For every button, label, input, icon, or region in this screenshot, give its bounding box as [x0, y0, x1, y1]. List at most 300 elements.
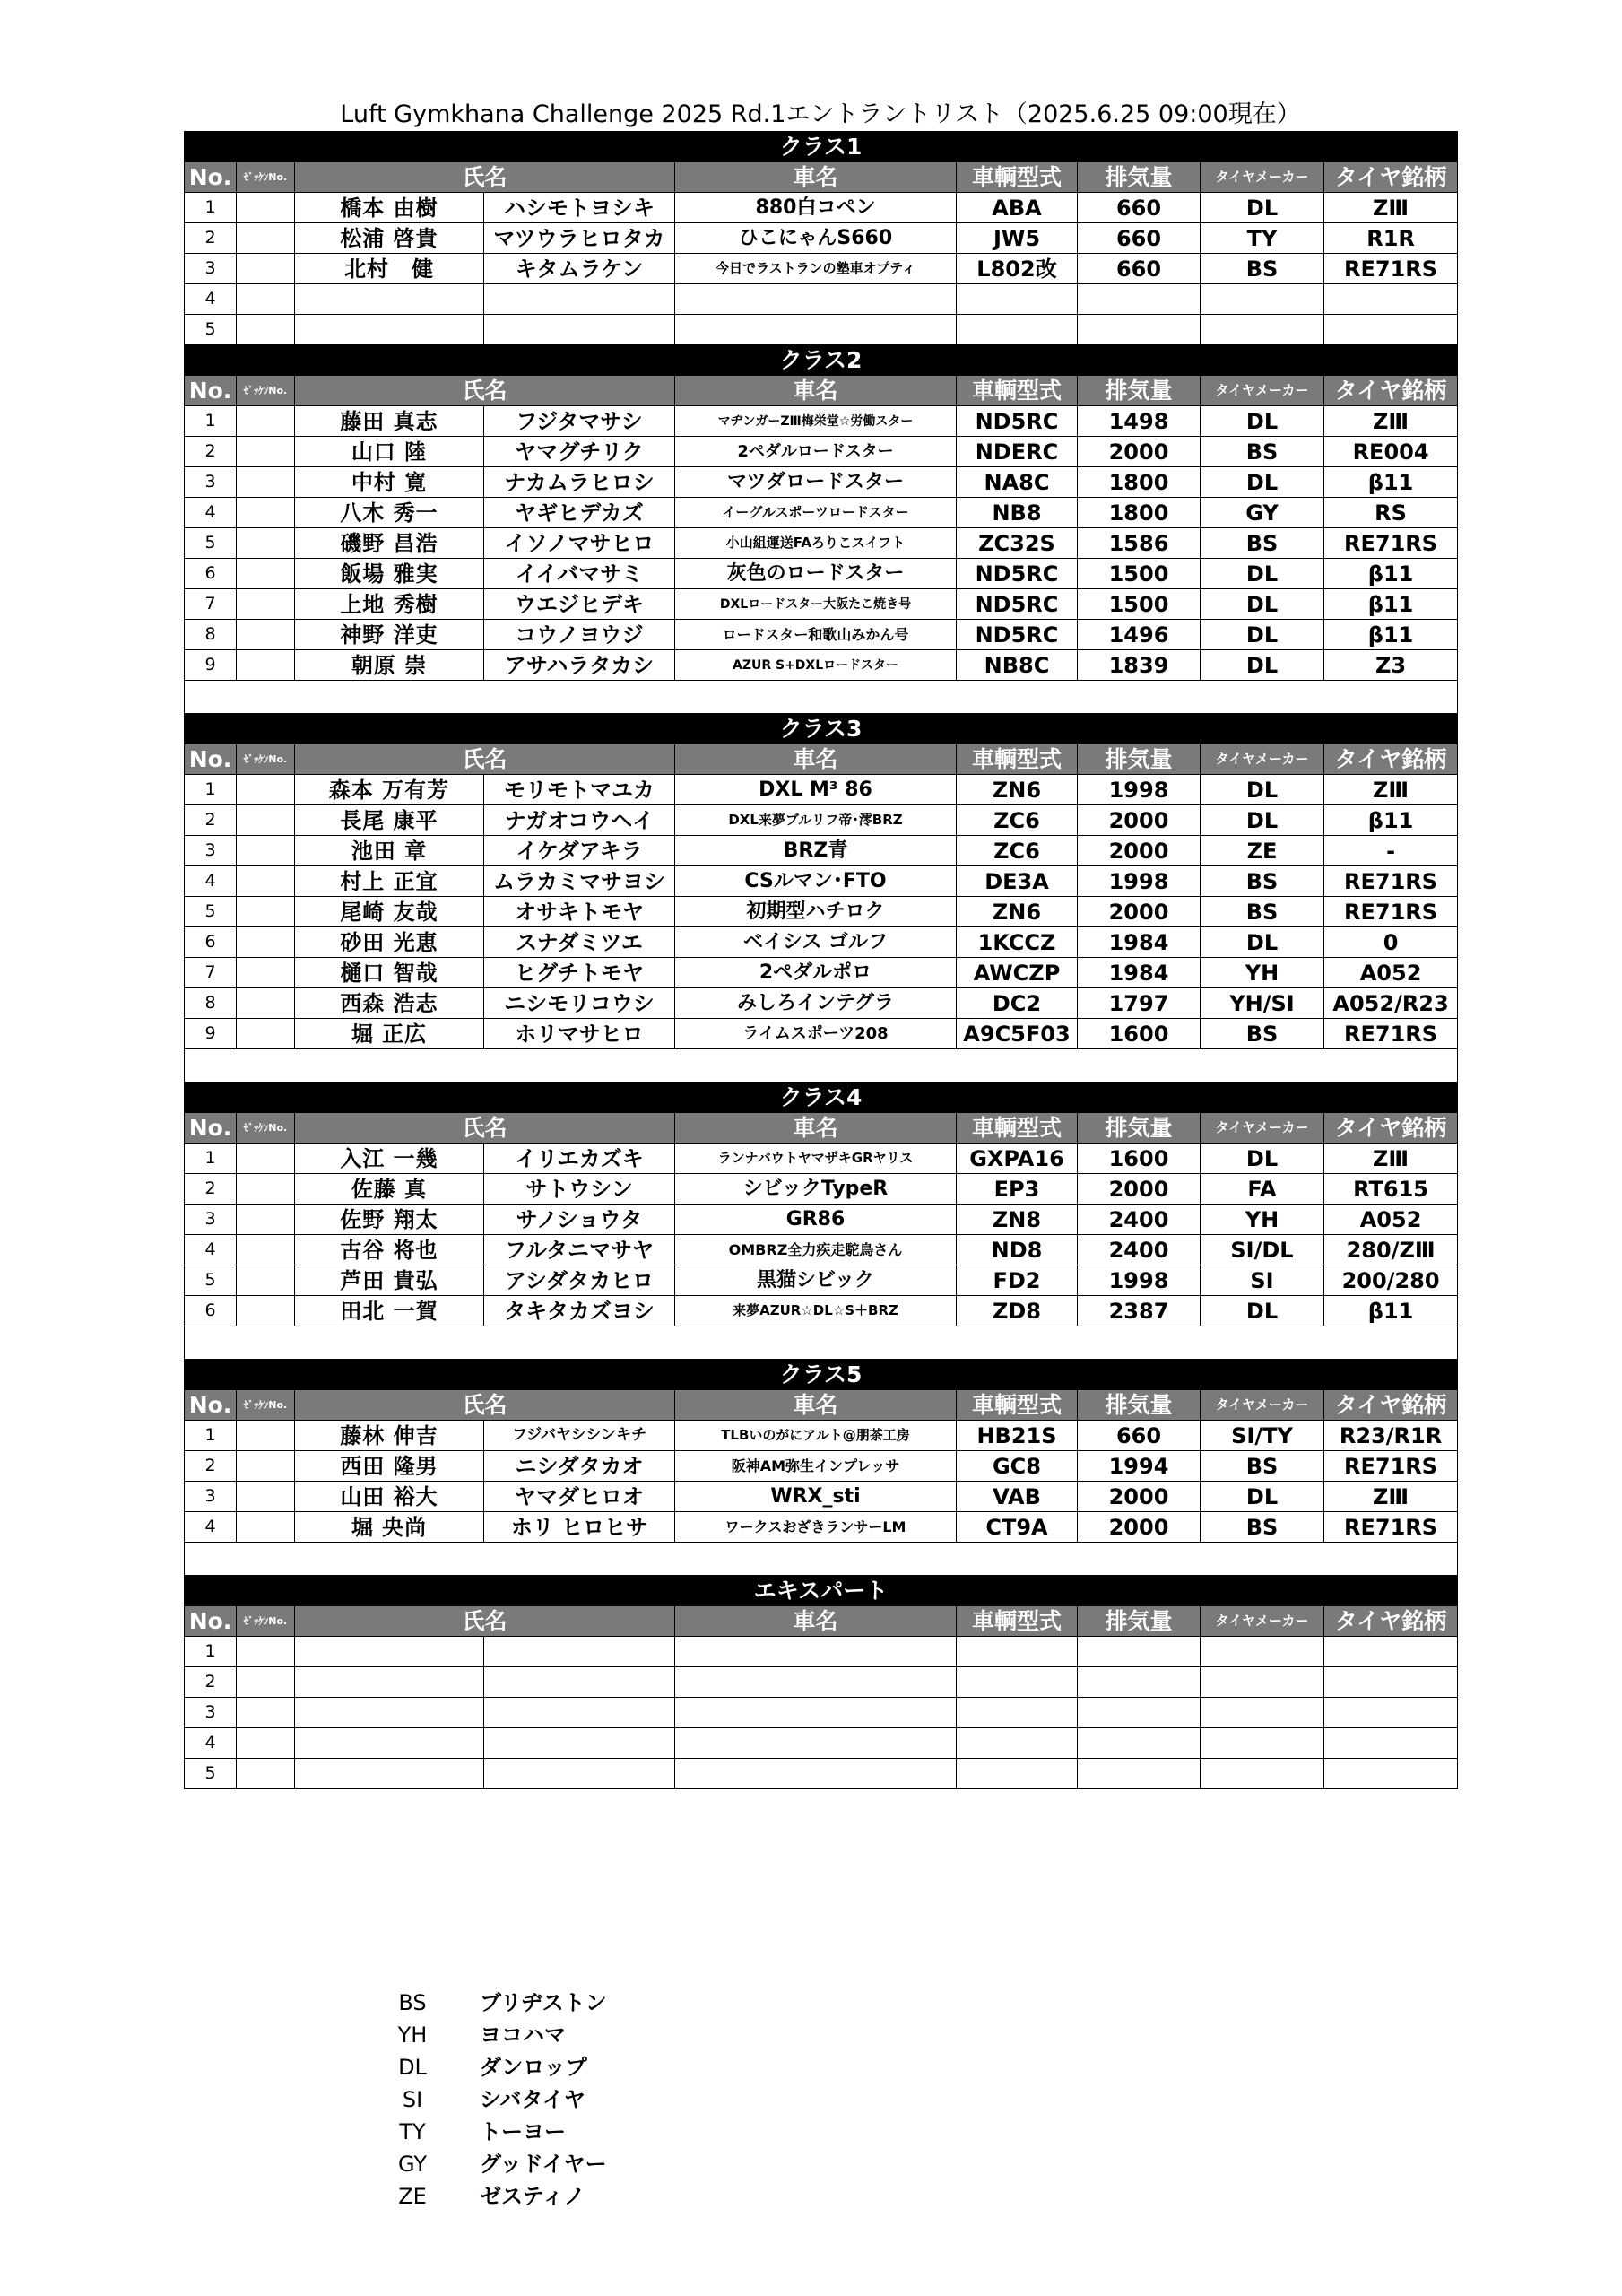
col-header-bib: ｾﾞｯｹﾝNo.: [237, 1606, 295, 1637]
legend-row: [354, 2116, 607, 2148]
entry-model: A9C5F03: [957, 1019, 1078, 1049]
col-header-bib: ｾﾞｯｹﾝNo.: [237, 744, 295, 775]
col-header-car: 車名: [675, 744, 957, 775]
entry-car: マヂンガーZⅢ梅栄堂☆労働スター: [675, 406, 957, 437]
class-title: クラス4: [185, 1083, 1458, 1113]
entry-tire-maker: DL: [1201, 1296, 1324, 1326]
legend-row: [354, 2148, 607, 2180]
col-header-tire-maker: タイヤメーカー: [1201, 1390, 1324, 1421]
legend-row: [354, 2083, 607, 2116]
entry-bib: [237, 1637, 295, 1667]
entry-tire-maker: DL: [1201, 193, 1324, 223]
entry-displacement: [1078, 284, 1201, 315]
entry-name: 西森 浩志: [295, 988, 484, 1019]
col-header-name: 氏名: [295, 162, 675, 193]
entry-name: 藤林 伸吉: [295, 1421, 484, 1451]
entry-tire-maker: DL: [1201, 1482, 1324, 1512]
entry-model: AWCZP: [957, 958, 1078, 988]
col-header-bib: ｾﾞｯｹﾝNo.: [237, 376, 295, 406]
entry-name: 磯野 昌浩: [295, 528, 484, 559]
entry-tire-maker: DL: [1201, 1144, 1324, 1174]
entry-tire-maker: DL: [1201, 775, 1324, 805]
entry-kana: アシダタカヒロ: [484, 1265, 675, 1296]
entry-bib: [237, 1512, 295, 1543]
entry-displacement: 2000: [1078, 836, 1201, 866]
entry-tire-maker: YH: [1201, 958, 1324, 988]
entry-no: 1: [185, 775, 237, 805]
entry-model: ND5RC: [957, 559, 1078, 589]
entry-tire-brand: R23/R1R: [1324, 1421, 1458, 1451]
entry-name: 橋本 由樹: [295, 193, 484, 223]
entry-bib: [237, 988, 295, 1019]
entry-tire-maker: FA: [1201, 1174, 1324, 1205]
spacer-cell: [185, 681, 1458, 714]
entry-displacement: [1078, 1728, 1201, 1759]
entry-bib: [237, 1728, 295, 1759]
entry-row: [185, 1019, 1458, 1049]
entry-car: GR86: [675, 1205, 957, 1235]
entry-no: 5: [185, 1265, 237, 1296]
entry-tire-brand: A052: [1324, 958, 1458, 988]
entry-kana: ヤマグチリク: [484, 437, 675, 467]
entry-bib: [237, 897, 295, 927]
entry-tire-maker: [1201, 315, 1324, 345]
entry-model: ZC6: [957, 836, 1078, 866]
entry-bib: [237, 284, 295, 315]
entry-kana: マツウラヒロタカ: [484, 223, 675, 254]
entry-model: ZN6: [957, 897, 1078, 927]
entry-kana: [484, 1728, 675, 1759]
entry-kana: オサキトモヤ: [484, 897, 675, 927]
entry-tire-brand: A052: [1324, 1205, 1458, 1235]
entry-row: [185, 1421, 1458, 1451]
entry-no: 3: [185, 1698, 237, 1728]
entry-no: 3: [185, 1482, 237, 1512]
entry-tire-maker: BS: [1201, 897, 1324, 927]
entry-model: CT9A: [957, 1512, 1078, 1543]
entry-model: ABA: [957, 193, 1078, 223]
entry-no: 2: [185, 1174, 237, 1205]
entry-car: CSルマン･FTO: [675, 866, 957, 897]
entry-sheet: [184, 131, 1457, 1789]
column-header-row: [185, 1390, 1458, 1421]
entry-tire-brand: ZⅢ: [1324, 406, 1458, 437]
entry-kana: フジバヤシシンキチ: [484, 1421, 675, 1451]
entry-no: 6: [185, 559, 237, 589]
entry-model: ND5RC: [957, 620, 1078, 650]
entry-tire-brand: RE71RS: [1324, 254, 1458, 284]
entry-displacement: [1078, 315, 1201, 345]
entry-displacement: 660: [1078, 1421, 1201, 1451]
entry-car: 初期型ハチロク: [675, 897, 957, 927]
entry-model: NB8: [957, 498, 1078, 528]
entry-displacement: [1078, 1759, 1201, 1789]
entry-car: DXLロードスター大阪たこ焼き号: [675, 589, 957, 620]
entry-model: [957, 1728, 1078, 1759]
legend-row: [354, 2019, 607, 2051]
entry-no: 1: [185, 406, 237, 437]
col-header-tire-maker: タイヤメーカー: [1201, 162, 1324, 193]
entry-row: [185, 193, 1458, 223]
entry-bib: [237, 650, 295, 681]
legend-code: GY: [397, 2152, 428, 2177]
entry-row: [185, 1667, 1458, 1698]
entry-displacement: 1586: [1078, 528, 1201, 559]
entry-table: [184, 131, 1458, 1789]
entry-bib: [237, 589, 295, 620]
entry-model: L802改: [957, 254, 1078, 284]
col-header-model: 車輌型式: [957, 1390, 1078, 1421]
entry-displacement: 1800: [1078, 498, 1201, 528]
entry-model: GC8: [957, 1451, 1078, 1482]
entry-kana: [484, 284, 675, 315]
entry-name: 神野 洋吏: [295, 620, 484, 650]
entry-name: 尾崎 友哉: [295, 897, 484, 927]
entry-kana: イリエカズキ: [484, 1144, 675, 1174]
entry-row: [185, 927, 1458, 958]
entry-kana: [484, 1759, 675, 1789]
class-title-row: [185, 1083, 1458, 1113]
entry-row: [185, 620, 1458, 650]
entry-model: [957, 315, 1078, 345]
entry-model: EP3: [957, 1174, 1078, 1205]
entry-car: AZUR S+DXLロードスター: [675, 650, 957, 681]
class-title-row: [185, 345, 1458, 376]
col-header-tire-maker: タイヤメーカー: [1201, 376, 1324, 406]
entry-model: DC2: [957, 988, 1078, 1019]
entry-name: 森本 万有芳: [295, 775, 484, 805]
column-header-row: [185, 376, 1458, 406]
entry-model: ZN8: [957, 1205, 1078, 1235]
entry-car: DXL M³ 86: [675, 775, 957, 805]
entry-bib: [237, 498, 295, 528]
col-header-car: 車名: [675, 1606, 957, 1637]
entry-kana: キタムラケン: [484, 254, 675, 284]
entry-row: [185, 254, 1458, 284]
entry-car: WRX_sti: [675, 1482, 957, 1512]
entry-model: 1KCCZ: [957, 927, 1078, 958]
entry-tire-maker: DL: [1201, 927, 1324, 958]
entry-model: ND8: [957, 1235, 1078, 1265]
entry-car: OMBRZ全力疾走駝鳥さん: [675, 1235, 957, 1265]
entry-displacement: 1600: [1078, 1144, 1201, 1174]
legend-maker-name: グッドイヤー: [480, 2152, 607, 2177]
entry-tire-brand: ZⅢ: [1324, 193, 1458, 223]
entry-car: TLBいのがにアルト@朋茶工房: [675, 1421, 957, 1451]
entry-name: 田北 一賀: [295, 1296, 484, 1326]
col-header-model: 車輌型式: [957, 744, 1078, 775]
entry-row: [185, 866, 1458, 897]
entry-no: 2: [185, 1451, 237, 1482]
entry-kana: スナダミツエ: [484, 927, 675, 958]
entry-no: 3: [185, 254, 237, 284]
entry-tire-brand: β11: [1324, 805, 1458, 836]
entry-displacement: 2000: [1078, 897, 1201, 927]
legend-maker-name: ヨコハマ: [480, 2022, 566, 2048]
entry-kana: イイバマサミ: [484, 559, 675, 589]
entry-kana: [484, 315, 675, 345]
entry-model: FD2: [957, 1265, 1078, 1296]
entry-row: [185, 437, 1458, 467]
entry-displacement: 2387: [1078, 1296, 1201, 1326]
class-title-row: [185, 1360, 1458, 1390]
entry-kana: イソノマサヒロ: [484, 528, 675, 559]
entry-kana: ハシモトヨシキ: [484, 193, 675, 223]
entry-bib: [237, 1144, 295, 1174]
col-header-tire-brand: タイヤ銘柄: [1324, 376, 1458, 406]
entry-car: ロードスター和歌山みかん号: [675, 620, 957, 650]
entry-row: [185, 897, 1458, 927]
entry-car: 2ペダルポロ: [675, 958, 957, 988]
entry-tire-maker: [1201, 1759, 1324, 1789]
entry-name: 北村 健: [295, 254, 484, 284]
entry-bib: [237, 1296, 295, 1326]
entry-car: BRZ青: [675, 836, 957, 866]
page-title: Luft Gymkhana Challenge 2025 Rd.1エントラントリスト（2025.6.25 09:00現在）: [340, 100, 1301, 128]
entry-row: [185, 1451, 1458, 1482]
col-header-tire-brand: タイヤ銘柄: [1324, 744, 1458, 775]
legend-maker-name: ダンロップ: [480, 2055, 587, 2080]
entry-model: ZN6: [957, 775, 1078, 805]
class-title: クラス1: [185, 132, 1458, 162]
entry-tire-maker: DL: [1201, 805, 1324, 836]
entry-no: 2: [185, 437, 237, 467]
entry-name: [295, 315, 484, 345]
entry-car: [675, 1728, 957, 1759]
col-header-no: No.: [185, 744, 237, 775]
entry-model: ZC6: [957, 805, 1078, 836]
entry-tire-brand: [1324, 284, 1458, 315]
entry-row: [185, 559, 1458, 589]
entry-tire-brand: RE71RS: [1324, 1019, 1458, 1049]
legend-row: [354, 2051, 607, 2083]
entry-tire-brand: β11: [1324, 620, 1458, 650]
col-header-bib: ｾﾞｯｹﾝNo.: [237, 1113, 295, 1144]
entry-displacement: 2000: [1078, 1512, 1201, 1543]
entry-kana: サノショウタ: [484, 1205, 675, 1235]
entry-tire-maker: BS: [1201, 866, 1324, 897]
entry-car: 小山組運送FAろりこスイフト: [675, 528, 957, 559]
entry-kana: モリモトマユカ: [484, 775, 675, 805]
entry-no: 2: [185, 1667, 237, 1698]
entry-tire-brand: RS: [1324, 498, 1458, 528]
entry-car: 灰色のロードスター: [675, 559, 957, 589]
entry-car: 来夢AZUR☆DL☆S＋BRZ: [675, 1296, 957, 1326]
entry-displacement: 1984: [1078, 927, 1201, 958]
entry-bib: [237, 805, 295, 836]
entry-displacement: 1500: [1078, 589, 1201, 620]
entry-displacement: 660: [1078, 223, 1201, 254]
entry-kana: ヤギヒデカズ: [484, 498, 675, 528]
col-header-model: 車輌型式: [957, 1113, 1078, 1144]
entry-row: [185, 315, 1458, 345]
entry-bib: [237, 1174, 295, 1205]
col-header-model: 車輌型式: [957, 376, 1078, 406]
class-title-row: [185, 714, 1458, 744]
entry-car: ベイシス ゴルフ: [675, 927, 957, 958]
entry-car: [675, 1698, 957, 1728]
legend-maker-name: シバタイヤ: [480, 2087, 585, 2112]
legend-code: YH: [397, 2022, 428, 2048]
entry-displacement: 660: [1078, 193, 1201, 223]
entry-bib: [237, 437, 295, 467]
entry-name: [295, 1698, 484, 1728]
entry-kana: ニシダタカオ: [484, 1451, 675, 1482]
entry-row: [185, 805, 1458, 836]
entry-no: 4: [185, 1512, 237, 1543]
entry-bib: [237, 1482, 295, 1512]
entry-no: 3: [185, 1205, 237, 1235]
entry-model: ND5RC: [957, 406, 1078, 437]
class-title: クラス3: [185, 714, 1458, 744]
entry-model: [957, 1667, 1078, 1698]
entry-tire-brand: Z3: [1324, 650, 1458, 681]
entry-no: 4: [185, 1235, 237, 1265]
entry-kana: ウエジヒデキ: [484, 589, 675, 620]
entry-tire-maker: BS: [1201, 1451, 1324, 1482]
spacer-cell: [185, 1543, 1458, 1576]
col-header-bib: ｾﾞｯｹﾝNo.: [237, 162, 295, 193]
entry-displacement: 1998: [1078, 775, 1201, 805]
entry-model: [957, 1698, 1078, 1728]
entry-no: 1: [185, 1144, 237, 1174]
entry-tire-brand: β11: [1324, 559, 1458, 589]
legend-code: ZE: [398, 2184, 427, 2209]
col-header-name: 氏名: [295, 1390, 675, 1421]
entry-name: 中村 寛: [295, 467, 484, 498]
entry-bib: [237, 927, 295, 958]
entry-no: 5: [185, 897, 237, 927]
section-spacer: [185, 1326, 1458, 1360]
entry-bib: [237, 958, 295, 988]
entry-displacement: 2400: [1078, 1235, 1201, 1265]
entry-no: 9: [185, 1019, 237, 1049]
column-header-row: [185, 162, 1458, 193]
entry-bib: [237, 528, 295, 559]
entry-name: [295, 284, 484, 315]
entry-displacement: [1078, 1637, 1201, 1667]
entry-model: DE3A: [957, 866, 1078, 897]
entry-no: 5: [185, 315, 237, 345]
entry-tire-maker: BS: [1201, 1512, 1324, 1543]
col-header-displacement: 排気量: [1078, 376, 1201, 406]
entry-tire-brand: [1324, 1667, 1458, 1698]
entry-car: ランナバウトヤマザキGRヤリス: [675, 1144, 957, 1174]
legend-row: [354, 1987, 607, 2019]
entry-kana: イケダアキラ: [484, 836, 675, 866]
entry-bib: [237, 836, 295, 866]
col-header-displacement: 排気量: [1078, 1113, 1201, 1144]
entry-name: [295, 1667, 484, 1698]
col-header-tire-brand: タイヤ銘柄: [1324, 1390, 1458, 1421]
col-header-displacement: 排気量: [1078, 162, 1201, 193]
entry-car: DXL来夢ブルリフ帝･澪BRZ: [675, 805, 957, 836]
entry-tire-brand: 0: [1324, 927, 1458, 958]
entry-displacement: 1496: [1078, 620, 1201, 650]
entry-no: 8: [185, 988, 237, 1019]
col-header-tire-brand: タイヤ銘柄: [1324, 1113, 1458, 1144]
entry-tire-maker: ZE: [1201, 836, 1324, 866]
entry-tire-maker: BS: [1201, 254, 1324, 284]
entry-row: [185, 775, 1458, 805]
entry-bib: [237, 775, 295, 805]
col-header-name: 氏名: [295, 1606, 675, 1637]
entry-tire-maker: YH: [1201, 1205, 1324, 1235]
entry-row: [185, 1482, 1458, 1512]
entry-bib: [237, 467, 295, 498]
entry-displacement: 660: [1078, 254, 1201, 284]
entry-car: シビックTypeR: [675, 1174, 957, 1205]
class-title: クラス5: [185, 1360, 1458, 1390]
section-spacer: [185, 1049, 1458, 1083]
entry-tire-brand: β11: [1324, 467, 1458, 498]
entry-row: [185, 1759, 1458, 1789]
entry-tire-brand: RE71RS: [1324, 1512, 1458, 1543]
entry-bib: [237, 254, 295, 284]
entry-name: 古谷 将也: [295, 1235, 484, 1265]
col-header-no: No.: [185, 162, 237, 193]
entry-displacement: 1998: [1078, 1265, 1201, 1296]
entry-no: 9: [185, 650, 237, 681]
col-header-car: 車名: [675, 1390, 957, 1421]
entry-bib: [237, 1235, 295, 1265]
entry-car: 880白コペン: [675, 193, 957, 223]
entry-name: 朝原 崇: [295, 650, 484, 681]
entry-tire-maker: DL: [1201, 559, 1324, 589]
entry-row: [185, 1296, 1458, 1326]
entry-car: 黒猫シビック: [675, 1265, 957, 1296]
entry-model: JW5: [957, 223, 1078, 254]
entry-tire-maker: [1201, 284, 1324, 315]
entry-tire-brand: RE004: [1324, 437, 1458, 467]
entry-tire-maker: [1201, 1667, 1324, 1698]
entry-displacement: 2400: [1078, 1205, 1201, 1235]
entry-car: [675, 1667, 957, 1698]
entry-displacement: 2000: [1078, 1174, 1201, 1205]
entry-row: [185, 528, 1458, 559]
entry-tire-brand: RE71RS: [1324, 1451, 1458, 1482]
entry-tire-maker: YH/SI: [1201, 988, 1324, 1019]
entry-name: 堀 正広: [295, 1019, 484, 1049]
entry-no: 1: [185, 1421, 237, 1451]
entry-kana: [484, 1667, 675, 1698]
entry-row: [185, 498, 1458, 528]
entry-model: ZD8: [957, 1296, 1078, 1326]
entry-name: [295, 1728, 484, 1759]
entry-model: NB8C: [957, 650, 1078, 681]
legend-maker-name: トーヨー: [480, 2119, 566, 2144]
entry-car: [675, 1637, 957, 1667]
entry-no: 7: [185, 589, 237, 620]
entry-kana: ムラカミマサヨシ: [484, 866, 675, 897]
entry-car: 阪神AM弥生インプレッサ: [675, 1451, 957, 1482]
entry-kana: [484, 1637, 675, 1667]
col-header-displacement: 排気量: [1078, 1606, 1201, 1637]
section-spacer: [185, 1543, 1458, 1576]
col-header-tire-brand: タイヤ銘柄: [1324, 1606, 1458, 1637]
entry-tire-brand: ZⅢ: [1324, 775, 1458, 805]
col-header-model: 車輌型式: [957, 162, 1078, 193]
entry-displacement: 1500: [1078, 559, 1201, 589]
entry-no: 5: [185, 1759, 237, 1789]
col-header-model: 車輌型式: [957, 1606, 1078, 1637]
entry-displacement: 2000: [1078, 437, 1201, 467]
entry-tire-maker: GY: [1201, 498, 1324, 528]
entry-kana: フジタマサシ: [484, 406, 675, 437]
legend-maker-name: ゼスティノ: [480, 2184, 585, 2209]
class-title: エキスパート: [185, 1576, 1458, 1606]
entry-tire-maker: SI/DL: [1201, 1235, 1324, 1265]
